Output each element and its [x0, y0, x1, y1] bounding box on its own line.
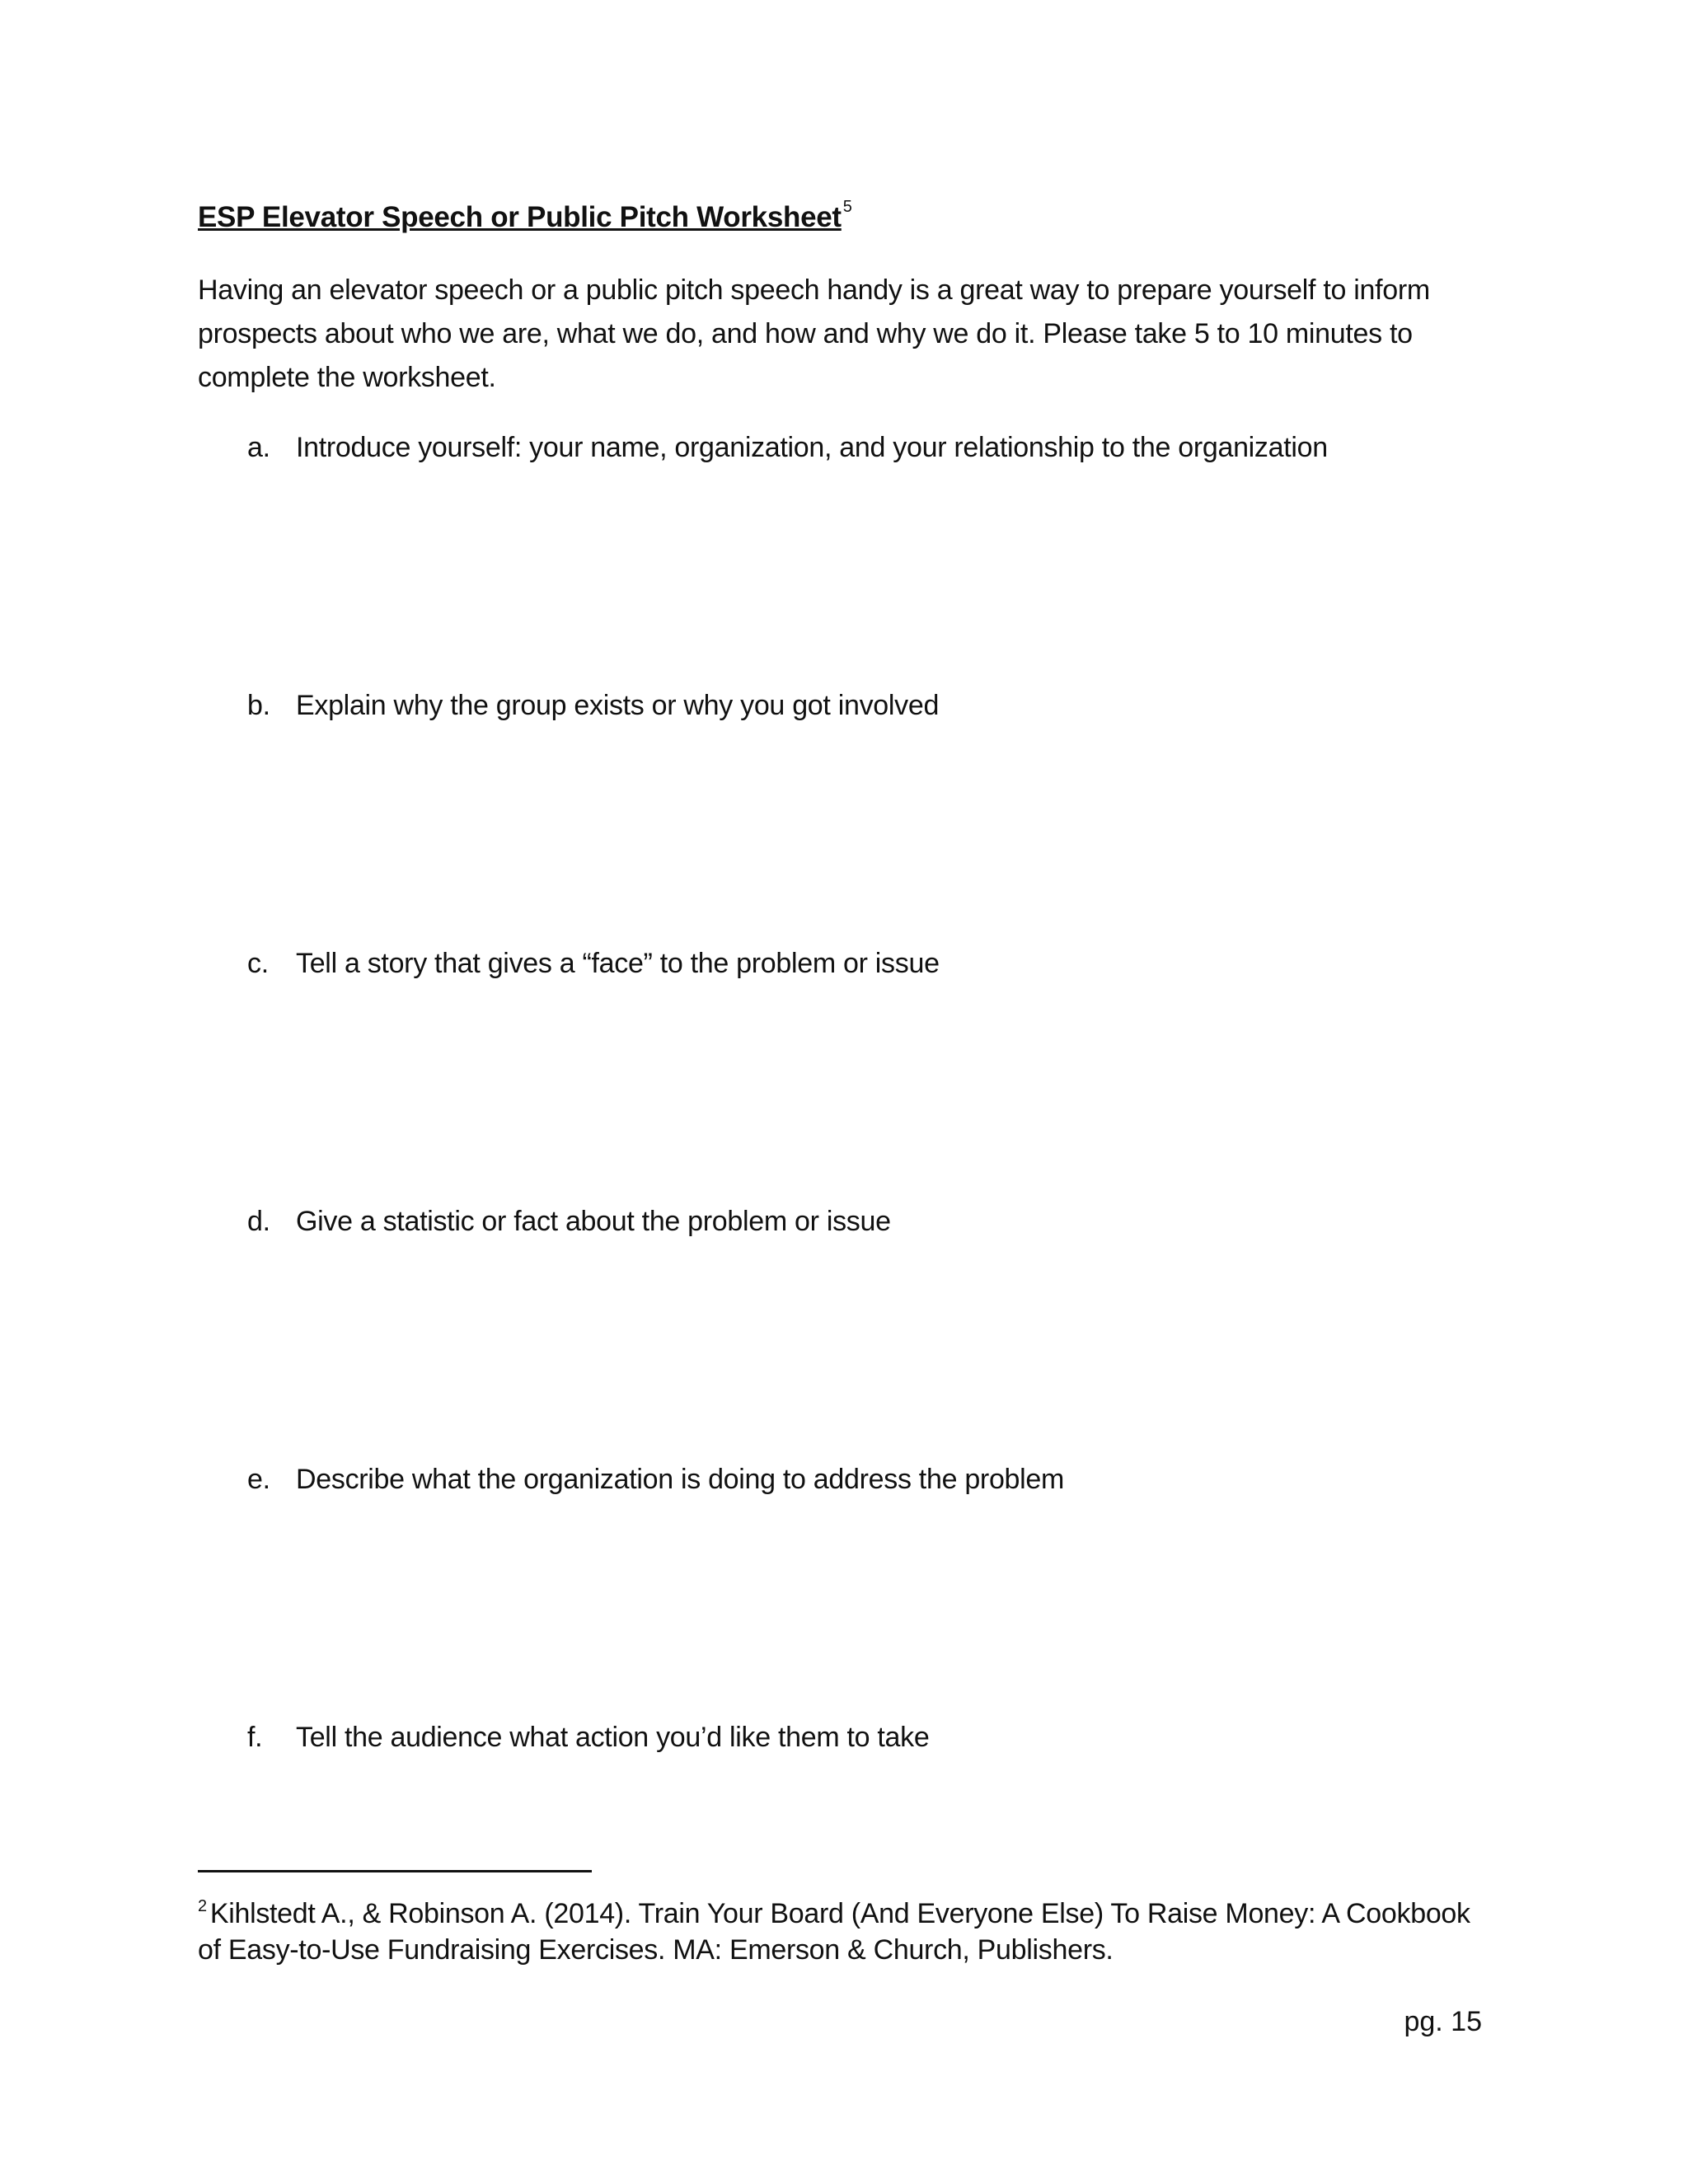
page-number: pg. 15: [1404, 2006, 1482, 2037]
item-prompt: Tell a story that gives a “face” to the problem or issue: [296, 948, 940, 979]
item-marker: b.: [247, 690, 270, 721]
item-marker: d.: [247, 1206, 270, 1237]
footnote-separator: [198, 1870, 592, 1872]
worksheet-title: [198, 198, 852, 234]
item-prompt: Describe what the organization is doing to address the problem: [296, 1464, 1065, 1495]
footnote: [198, 1888, 1484, 1968]
footnote-text: Kihlstedt A., & Robinson A. (2014). Train Your Board (And Everyone Else) To Raise Money: A Cookbook of Easy-to-Use Fundraising Exercises. MA: Emerson & Church, Publishers.: [198, 1898, 1470, 1966]
item-marker: c.: [247, 948, 269, 979]
item-prompt: Introduce yourself: your name, organization, and your relationship to the organization: [296, 432, 1328, 463]
footnote-number: 2: [198, 1897, 207, 1915]
item-marker: e.: [247, 1464, 270, 1495]
item-marker: a.: [247, 432, 270, 463]
item-prompt: Tell the audience what action you’d like them to take: [296, 1722, 930, 1753]
title-footnote-ref: 5: [842, 198, 852, 216]
intro-paragraph: Having an elevator speech or a public pitch speech handy is a great way to prepare yourself to inform prospects about who we are, what we do, and how and why we do it. Please take 5 to 10 minutes to complete the worksheet.: [198, 274, 1430, 393]
item-prompt: Explain why the group exists or why you got involved: [296, 690, 940, 721]
item-marker: f.: [247, 1722, 263, 1753]
worksheet-title-text: ESP Elevator Speech or Public Pitch Worksheet: [198, 201, 842, 233]
item-prompt: Give a statistic or fact about the problem or issue: [296, 1206, 891, 1237]
